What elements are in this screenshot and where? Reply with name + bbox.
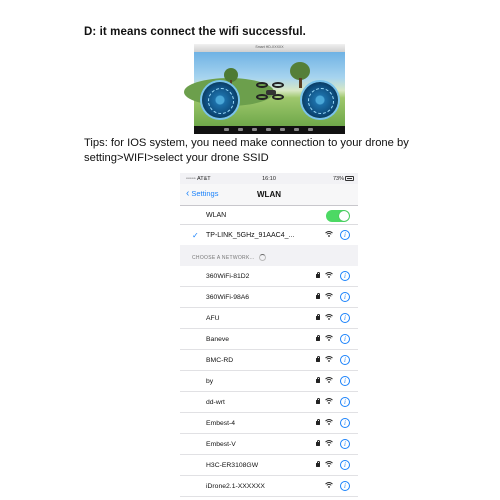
network-name: Embest-4 bbox=[206, 420, 236, 427]
network-row[interactable] bbox=[180, 392, 358, 413]
status-bar bbox=[180, 173, 358, 184]
network-row[interactable] bbox=[180, 434, 358, 455]
network-name: Baneve bbox=[206, 336, 230, 343]
battery-icon bbox=[345, 176, 354, 181]
ios-wlan-screenshot bbox=[180, 173, 358, 490]
network-name: dd-wrt bbox=[206, 399, 225, 406]
info-icon[interactable]: i bbox=[340, 313, 350, 323]
wifi-signal-icon bbox=[325, 482, 333, 488]
info-icon[interactable]: i bbox=[340, 481, 350, 491]
wlan-label: WLAN bbox=[206, 212, 227, 219]
control-icon[interactable] bbox=[266, 128, 271, 131]
right-joystick[interactable] bbox=[302, 82, 338, 118]
info-icon[interactable]: i bbox=[340, 292, 350, 302]
control-icon[interactable] bbox=[252, 128, 257, 131]
connected-network-row[interactable] bbox=[180, 225, 358, 245]
control-icon[interactable] bbox=[308, 128, 313, 131]
network-name: Embest-V bbox=[206, 441, 236, 448]
step-heading: D: it means connect the wifi successful. bbox=[84, 26, 306, 38]
network-row[interactable] bbox=[180, 455, 358, 476]
lock-icon bbox=[316, 442, 320, 446]
info-icon[interactable]: i bbox=[340, 230, 350, 240]
network-row[interactable] bbox=[180, 476, 358, 497]
wifi-signal-icon bbox=[325, 440, 333, 446]
connected-network-name: TP-LINK_5GHz_91AAC4_... bbox=[206, 232, 295, 239]
info-icon[interactable]: i bbox=[340, 376, 350, 386]
camera-view bbox=[194, 52, 345, 126]
app-title-bar bbox=[194, 44, 345, 52]
drone-image bbox=[256, 82, 286, 102]
network-row[interactable] bbox=[180, 287, 358, 308]
lock-icon bbox=[316, 316, 320, 320]
network-name: iDrone2.1-XXXXXX bbox=[206, 483, 265, 490]
back-label: Settings bbox=[191, 189, 219, 198]
section-header bbox=[192, 254, 266, 261]
lock-icon bbox=[316, 379, 320, 383]
tips-text: Tips: for IOS system, you need make connection to your drone by setting>WIFI>select your drone SSID bbox=[84, 137, 409, 164]
info-icon[interactable]: i bbox=[340, 460, 350, 470]
wlan-row bbox=[180, 206, 358, 225]
info-icon[interactable]: i bbox=[340, 355, 350, 365]
wifi-signal-icon bbox=[325, 377, 333, 383]
drone-app-screenshot bbox=[194, 44, 345, 134]
lock-icon bbox=[316, 337, 320, 341]
network-list bbox=[180, 266, 358, 497]
info-icon[interactable]: i bbox=[340, 439, 350, 449]
wifi-signal-icon bbox=[325, 293, 333, 299]
lock-icon bbox=[316, 421, 320, 425]
wifi-signal-icon bbox=[325, 314, 333, 320]
network-row[interactable] bbox=[180, 350, 358, 371]
control-icon[interactable] bbox=[294, 128, 299, 131]
app-control-bar bbox=[194, 126, 345, 134]
carrier-label: ◦◦◦◦◦ AT&T bbox=[186, 176, 211, 182]
nav-bar bbox=[180, 184, 358, 206]
network-name: 360WiFi-98A6 bbox=[206, 294, 250, 301]
info-icon[interactable]: i bbox=[340, 397, 350, 407]
page-title: WLAN bbox=[257, 190, 281, 199]
network-name: by bbox=[206, 378, 214, 385]
lock-icon bbox=[316, 400, 320, 404]
wifi-signal-icon bbox=[325, 335, 333, 341]
info-icon[interactable]: i bbox=[340, 271, 350, 281]
wifi-signal-icon bbox=[325, 272, 333, 278]
loading-spinner-icon bbox=[259, 254, 266, 261]
network-name: AFU bbox=[206, 315, 220, 322]
left-joystick[interactable] bbox=[202, 82, 238, 118]
network-name: H3C-ER3108GW bbox=[206, 462, 259, 469]
control-icon[interactable] bbox=[224, 128, 229, 131]
info-icon[interactable]: i bbox=[340, 418, 350, 428]
network-row[interactable] bbox=[180, 308, 358, 329]
battery-percent: 73% bbox=[332, 176, 344, 182]
info-icon[interactable]: i bbox=[340, 334, 350, 344]
control-icon[interactable] bbox=[238, 128, 243, 131]
chevron-left-icon: ‹ bbox=[186, 187, 190, 199]
network-row[interactable] bbox=[180, 266, 358, 287]
wifi-signal-icon bbox=[325, 398, 333, 404]
choose-network-label: CHOOSE A NETWORK... bbox=[192, 254, 255, 261]
network-name: BMC-RD bbox=[206, 357, 234, 364]
lock-icon bbox=[316, 358, 320, 362]
wifi-signal-icon bbox=[325, 356, 333, 362]
lock-icon bbox=[316, 463, 320, 467]
network-name: 360WiFi-81D2 bbox=[206, 273, 250, 280]
checkmark-icon: ✓ bbox=[192, 231, 199, 240]
lock-icon bbox=[316, 274, 320, 278]
control-icon[interactable] bbox=[280, 128, 285, 131]
wifi-signal-icon bbox=[325, 231, 333, 237]
network-row[interactable] bbox=[180, 329, 358, 350]
clock: 16:10 bbox=[262, 176, 276, 182]
wifi-signal-icon bbox=[325, 461, 333, 467]
wifi-signal-icon bbox=[325, 419, 333, 425]
network-row[interactable] bbox=[180, 371, 358, 392]
wlan-toggle[interactable] bbox=[326, 210, 350, 222]
network-row[interactable] bbox=[180, 413, 358, 434]
app-title: Smart HD-XXXXX bbox=[255, 45, 284, 49]
lock-icon bbox=[316, 295, 320, 299]
